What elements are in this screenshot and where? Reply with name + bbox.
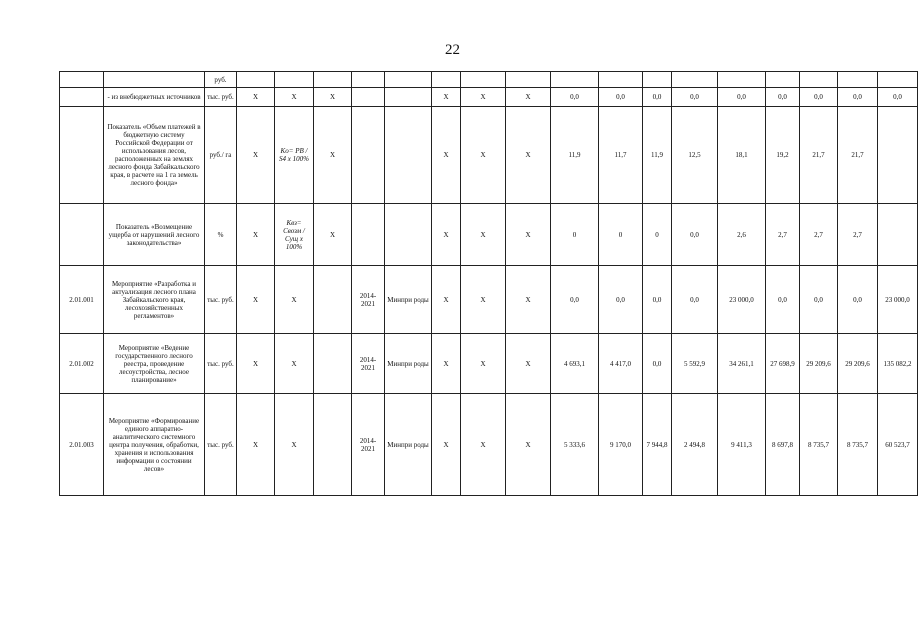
mark-cell: X	[314, 88, 352, 107]
value-cell: 8 735,7	[838, 394, 878, 496]
mark-cell: X	[461, 204, 506, 266]
value-cell: 0,0	[838, 88, 878, 107]
row-name-cell: Показатель «Возмещение ущерба от нарушений лесного законодательства»	[104, 204, 205, 266]
mark-cell	[314, 266, 352, 334]
value-cell: 23 000,0	[878, 266, 918, 334]
value-cell: 0,0	[766, 88, 800, 107]
value-cell: 21,7	[800, 107, 838, 204]
value-cell: 4 693,1	[551, 334, 599, 394]
unit-cell: тыс. руб.	[205, 334, 237, 394]
value-cell: 0,0	[672, 266, 718, 334]
formula-cell: X	[275, 88, 314, 107]
mark-cell: X	[506, 394, 551, 496]
value-cell	[800, 72, 838, 88]
executor-cell: Минпри роды	[385, 266, 432, 334]
value-cell: 5 592,9	[672, 334, 718, 394]
value-cell: 12,5	[672, 107, 718, 204]
row-name-cell: Мероприятие «Формирование единого аппаратно-аналитического системного центра получения, обработки, хранения и использования информации о состоянии лесов»	[104, 394, 205, 496]
formula-cell: X	[275, 266, 314, 334]
row-code-cell: 2.01.002	[60, 334, 104, 394]
formula-cell	[275, 72, 314, 88]
formula-cell: Kо= PB / S4 x 100%	[275, 107, 314, 204]
unit-cell: тыс. руб.	[205, 394, 237, 496]
row-code-cell: 2.01.003	[60, 394, 104, 496]
mark-cell: X	[461, 334, 506, 394]
value-cell	[838, 72, 878, 88]
value-cell	[766, 72, 800, 88]
value-cell: 8 697,8	[766, 394, 800, 496]
value-cell: 27 698,9	[766, 334, 800, 394]
row-code-cell	[60, 107, 104, 204]
table-row	[60, 88, 918, 107]
value-cell: 5 333,6	[551, 394, 599, 496]
value-cell: 0	[599, 204, 643, 266]
table-row	[60, 204, 918, 266]
value-cell	[878, 72, 918, 88]
period-cell	[352, 72, 385, 88]
row-code-cell	[60, 72, 104, 88]
mark-cell: X	[461, 266, 506, 334]
executor-cell	[385, 72, 432, 88]
period-cell	[352, 88, 385, 107]
period-cell	[352, 107, 385, 204]
value-cell: 135 082,2	[878, 334, 918, 394]
table-row	[60, 334, 918, 394]
mark-cell: X	[506, 204, 551, 266]
mark-cell: X	[506, 266, 551, 334]
value-cell	[878, 204, 918, 266]
period-cell	[352, 204, 385, 266]
value-cell: 2,7	[838, 204, 878, 266]
formula-cell: Kвз= Свозм / Сущ x 100%	[275, 204, 314, 266]
value-cell	[718, 72, 766, 88]
mark-cell: X	[432, 107, 461, 204]
mark-cell: X	[432, 334, 461, 394]
value-cell: 0,0	[800, 266, 838, 334]
mark-cell	[432, 72, 461, 88]
unit-cell: тыс. руб.	[205, 266, 237, 334]
value-cell: 0,0	[718, 88, 766, 107]
value-cell: 0	[551, 204, 599, 266]
executor-cell	[385, 107, 432, 204]
mark-cell	[237, 72, 275, 88]
value-cell: 0,0	[643, 88, 672, 107]
mark-cell: X	[506, 88, 551, 107]
period-cell: 2014-2021	[352, 334, 385, 394]
value-cell	[551, 72, 599, 88]
value-cell: 0	[643, 204, 672, 266]
value-cell: 2,7	[800, 204, 838, 266]
mark-cell: X	[237, 394, 275, 496]
mark-cell: X	[432, 204, 461, 266]
executor-cell	[385, 88, 432, 107]
mark-cell: X	[237, 107, 275, 204]
row-name-cell	[104, 72, 205, 88]
page-number: 22	[445, 42, 460, 58]
value-cell: 4 417,0	[599, 334, 643, 394]
mark-cell: X	[237, 266, 275, 334]
value-cell: 60 523,7	[878, 394, 918, 496]
value-cell: 18,1	[718, 107, 766, 204]
mark-cell: X	[461, 107, 506, 204]
unit-cell: %	[205, 204, 237, 266]
executor-cell	[385, 204, 432, 266]
period-cell: 2014-2021	[352, 394, 385, 496]
row-name-cell: Показатель «Объем платежей в бюджетную систему Российской Федерации от использования лесов, расположенных на землях лесного фонда Забайкальского края, в расчете на 1 га земель лесного фонда»	[104, 107, 205, 204]
mark-cell: X	[506, 107, 551, 204]
value-cell: 29 209,6	[838, 334, 878, 394]
row-name-cell: - из внебюджетных источников	[104, 88, 205, 107]
mark-cell	[314, 72, 352, 88]
mark-cell: X	[432, 266, 461, 334]
mark-cell: X	[314, 204, 352, 266]
value-cell: 0,0	[551, 266, 599, 334]
mark-cell: X	[237, 334, 275, 394]
table-row	[60, 394, 918, 496]
value-cell: 23 000,0	[718, 266, 766, 334]
value-cell: 9 411,3	[718, 394, 766, 496]
value-cell: 0,0	[599, 88, 643, 107]
value-cell	[672, 72, 718, 88]
value-cell: 0,0	[766, 266, 800, 334]
value-cell	[599, 72, 643, 88]
unit-cell: руб.	[205, 72, 237, 88]
table-row	[60, 107, 918, 204]
value-cell: 8 735,7	[800, 394, 838, 496]
mark-cell	[314, 334, 352, 394]
value-cell: 2,6	[718, 204, 766, 266]
table-row	[60, 72, 918, 88]
row-code-cell	[60, 88, 104, 107]
value-cell: 2,7	[766, 204, 800, 266]
value-cell: 0,0	[599, 266, 643, 334]
formula-cell: X	[275, 334, 314, 394]
value-cell	[878, 107, 918, 204]
value-cell: 0,0	[643, 334, 672, 394]
mark-cell: X	[506, 334, 551, 394]
period-cell: 2014-2021	[352, 266, 385, 334]
value-cell: 19,2	[766, 107, 800, 204]
value-cell: 0,0	[672, 204, 718, 266]
row-code-cell	[60, 204, 104, 266]
executor-cell: Минпри роды	[385, 334, 432, 394]
mark-cell: X	[237, 204, 275, 266]
mark-cell	[314, 394, 352, 496]
row-code-cell: 2.01.001	[60, 266, 104, 334]
row-name-cell: Мероприятие «Ведение государственного лесного реестра, проведение лесоустройства, лесное планирование»	[104, 334, 205, 394]
formula-cell: X	[275, 394, 314, 496]
unit-cell: тыс. руб.	[205, 88, 237, 107]
value-cell: 0,0	[551, 88, 599, 107]
executor-cell: Минпри роды	[385, 394, 432, 496]
mark-cell: X	[461, 394, 506, 496]
mark-cell: X	[461, 88, 506, 107]
value-cell: 0,0	[672, 88, 718, 107]
row-name-cell: Мероприятие «Разработка и актуализация лесного плана Забайкальского края, лесохозяйственных регламентов»	[104, 266, 205, 334]
value-cell: 11,7	[599, 107, 643, 204]
value-cell: 29 209,6	[800, 334, 838, 394]
value-cell: 0,0	[800, 88, 838, 107]
mark-cell: X	[314, 107, 352, 204]
mark-cell: X	[237, 88, 275, 107]
mark-cell	[506, 72, 551, 88]
value-cell: 21,7	[838, 107, 878, 204]
mark-cell	[461, 72, 506, 88]
value-cell	[643, 72, 672, 88]
mark-cell: X	[432, 394, 461, 496]
table-row	[60, 266, 918, 334]
mark-cell: X	[432, 88, 461, 107]
value-cell: 0,0	[878, 88, 918, 107]
value-cell: 0,0	[643, 266, 672, 334]
value-cell: 11,9	[643, 107, 672, 204]
value-cell: 11,9	[551, 107, 599, 204]
value-cell: 7 944,8	[643, 394, 672, 496]
value-cell: 0,0	[838, 266, 878, 334]
program-table	[59, 71, 918, 496]
value-cell: 2 494,8	[672, 394, 718, 496]
value-cell: 34 261,1	[718, 334, 766, 394]
unit-cell: руб./ га	[205, 107, 237, 204]
value-cell: 9 170,0	[599, 394, 643, 496]
